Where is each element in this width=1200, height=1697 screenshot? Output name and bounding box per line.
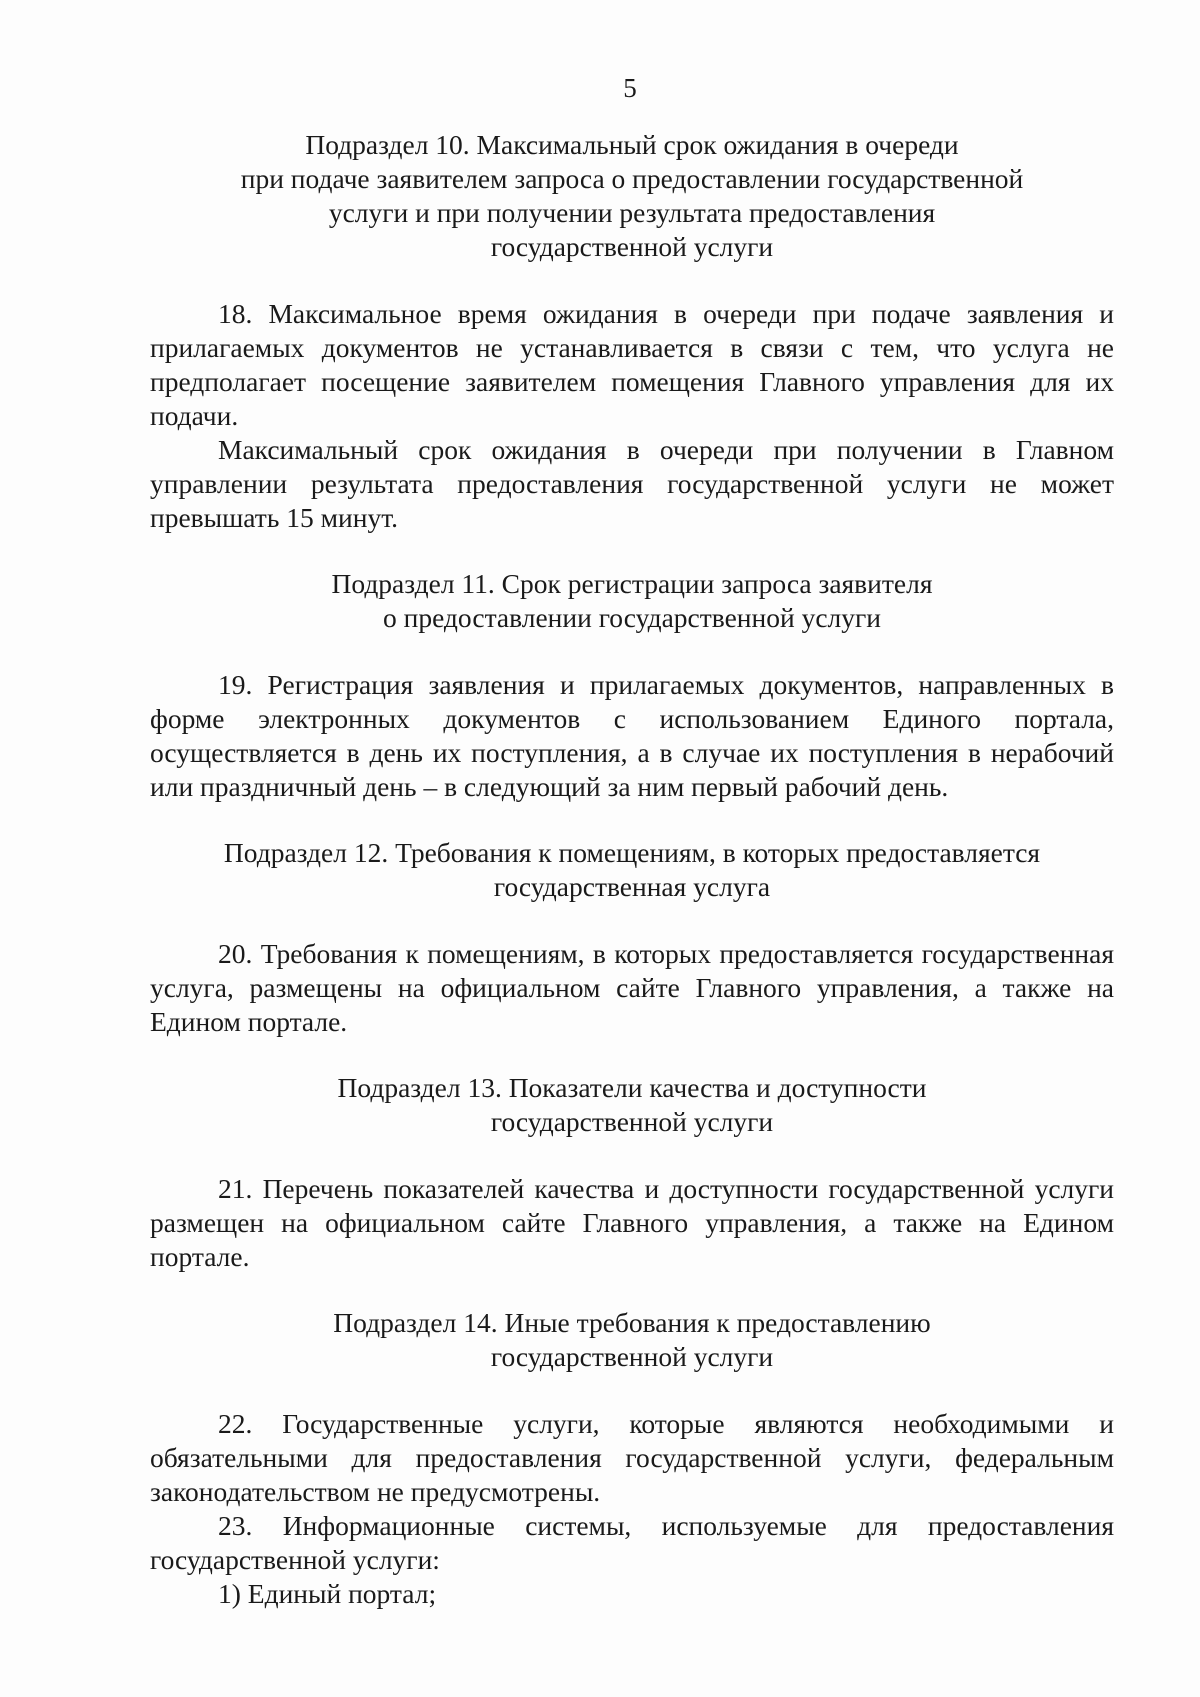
heading-line: государственная услуга bbox=[493, 871, 771, 902]
paragraph-19: 19. Регистрация заявления и прилагаемых документов, направленных в форме электронных документов с использованием Единого портала, осуществляется в день их поступления, а в случае их поступления в нерабочий или праздничный день – в следующий за ним первый рабочий день. bbox=[150, 669, 1114, 802]
paragraph-23: 23. Информационные системы, используемые для предоставления государственной услуги: bbox=[150, 1510, 1114, 1575]
heading-line: Подраздел 14. Иные требования к предоставлению bbox=[333, 1307, 931, 1338]
heading-line: государственной услуги bbox=[490, 1341, 774, 1372]
page-number: 5 bbox=[623, 73, 637, 103]
paragraph-21: 21. Перечень показателей качества и доступности государственной услуги размещен на официальном сайте Главного управления, а также на Едином портале. bbox=[150, 1173, 1114, 1272]
section-heading-12 bbox=[150, 836, 1114, 904]
section-heading-14 bbox=[150, 1306, 1114, 1374]
list-item: 1) Единый портал; bbox=[218, 1578, 437, 1609]
section-heading-11 bbox=[150, 567, 1114, 635]
paragraph-22: 22. Государственные услуги, которые являются необходимыми и обязательными для предоставления государственной услуги, федеральным законодательством не предусмотрены. bbox=[150, 1408, 1114, 1507]
heading-line: Подраздел 10. Максимальный срок ожидания в очереди bbox=[305, 129, 959, 160]
document-body bbox=[150, 128, 1114, 1611]
heading-line: о предоставлении государственной услуги bbox=[383, 602, 881, 633]
paragraph-18: 18. Максимальное время ожидания в очереди при подаче заявления и прилагаемых документов не устанавливается в связи с тем, что услуга не предполагает посещение заявителем помещения Главного управления для их подачи. bbox=[150, 298, 1114, 431]
heading-line: государственной услуги bbox=[490, 1106, 774, 1137]
heading-line: Подраздел 13. Показатели качества и доступности bbox=[337, 1072, 927, 1103]
heading-line: при подаче заявителем запроса о предоставлении государственной bbox=[240, 163, 1024, 194]
section-heading-13 bbox=[150, 1071, 1114, 1139]
heading-line: государственной услуги bbox=[490, 231, 774, 262]
section-heading-10 bbox=[150, 128, 1114, 264]
heading-line: Подраздел 12. Требования к помещениям, в которых предоставляется bbox=[223, 837, 1041, 868]
heading-line: Подраздел 11. Срок регистрации запроса заявителя bbox=[331, 568, 933, 599]
heading-line: услуги и при получении результата предоставления bbox=[328, 197, 936, 228]
paragraph-18-continued: Максимальный срок ожидания в очереди при получении в Главном управлении результата предоставления государственной услуги не может превышать 15 минут. bbox=[150, 434, 1114, 533]
paragraph-20: 20. Требования к помещениям, в которых предоставляется государственная услуга, размещены на официальном сайте Главного управления, а также на Едином портале. bbox=[150, 938, 1114, 1037]
